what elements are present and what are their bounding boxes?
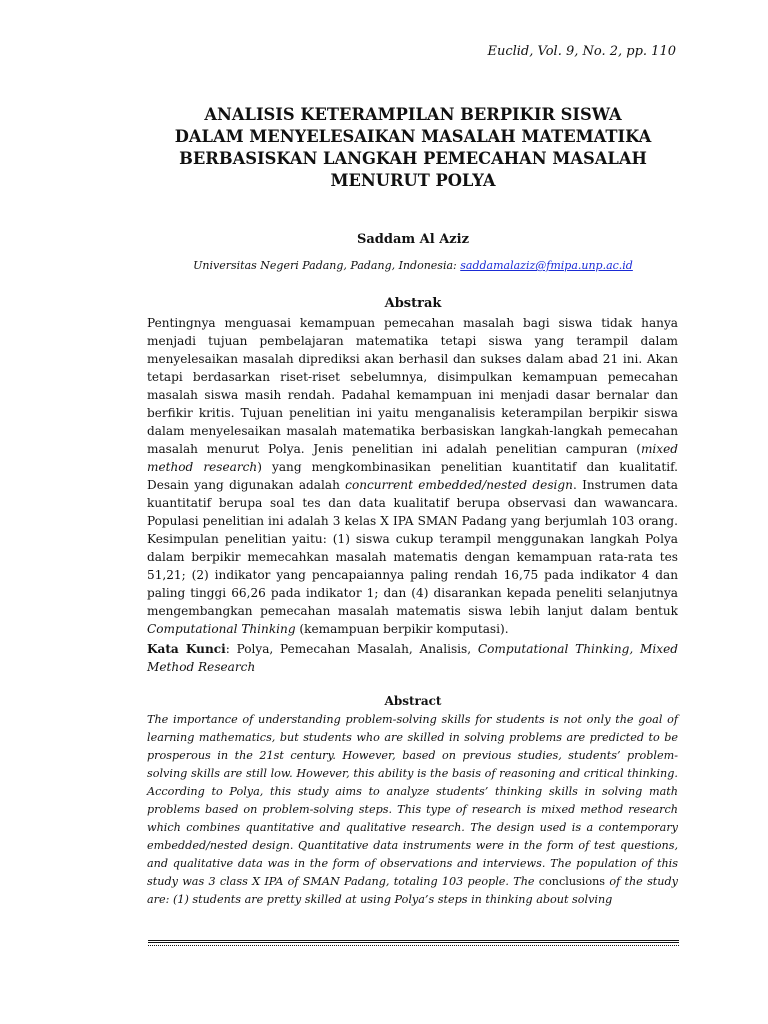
author-affiliation — [148, 259, 678, 272]
author-email-link[interactable]: saddamalaziz@fmipa.unp.ac.id — [460, 259, 633, 272]
abstrak-text-italic: concurrent embedded/nested design — [345, 478, 573, 492]
abstrak-text-part: Pentingnya menguasai kemampuan pemecahan masalah bagi siswa tidak hanya menjadi tujuan pembelajaran matematika tetapi siswa yang terampil dalam menyelesaikan masalah diprediksi akan berhasil dan sukses dalam abad 21 ini. Akan tetapi berdasarkan riset-riset sebelumnya, disimpulkan kemampuan pemecahan masalah siswa masih rendah. Padahal kemampuan ini menjadi dasar bernalar dan berfikir kritis. Tujuan penelitian ini yaitu menganalisis keterampilan berpikir siswa dalam menyelesaikan masalah matematika berbasiskan langkah-langkah pemecahan masalah menurut Polya. Jenis penelitian ini adalah penelitian campuran ( — [147, 316, 678, 456]
keywords-italic: Computational Thinking, Mixed Method Research — [147, 642, 678, 674]
affiliation-text: Universitas Negeri Padang, Padang, Indonesia: — [193, 259, 457, 272]
abstract-heading: Abstract — [384, 694, 442, 708]
abstract-text-part: of the study are: (1) students are pretty skilled at using Polya’s steps in thinking about solving — [147, 875, 678, 906]
abstrak-text-part: . Instrumen data kuantitatif berupa soal tes dan data kualitatif berupa observasi dan wawancara. Populasi penelitian ini adalah 3 kelas X IPA SMAN Padang yang berjumlah 103 orang. Kesimpulan penelitian yaitu: (1) siswa cukup terampil menggunakan langkah Polya dalam berpikir memecahkan masalah matematis dengan kemampuan rata-rata tes 51,21; (2) indikator yang pencapaiannya paling rendah 16,75 pada indikator 4 dan paling tinggi 66,26 pada indikator 1; dan (4) disarankan kepada peneliti selanjutnya mengembangkan pemecahan masalah matematis siswa lebih lanjut dalam bentuk — [147, 478, 679, 618]
footer-divider — [148, 940, 679, 946]
abstract-text-upright: conclusions — [538, 875, 606, 888]
keywords-label: Kata Kunci — [147, 642, 226, 656]
abstrak-text-italic: Computational Thinking — [147, 622, 296, 636]
title-line: ANALISIS KETERAMPILAN BERPIKIR SISWA — [204, 105, 622, 124]
paper-title — [148, 104, 678, 192]
keywords — [147, 640, 678, 676]
keywords-text: : Polya, Pemecahan Masalah, Analisis, — [225, 642, 478, 656]
abstrak-text — [147, 314, 678, 638]
abstract-text-part: The importance of understanding problem-solving skills for students is not only the goal of learning mathematics, but students who are skilled in solving problems are predicted to be prosperous in the 21st century. However, based on previous studies, students’ problem-solving skills are still low. However, this ability is the basis of reasoning and critical thinking. According to Polya, this study aims to analyze students’ thinking skills in solving math problems based on problem-solving steps. This type of research is mixed method research which combines quantitative and qualitative research. The design used is a contemporary embedded/nested design. Quantitative data instruments were in the form of test questions, and qualitative data was in the form of observations and interviews. The population of this study was 3 class X IPA of SMAN Padang, totaling 103 people. The — [147, 713, 678, 888]
title-line: BERBASISKAN LANGKAH PEMECAHAN MASALAH — [179, 149, 647, 168]
abstrak-text-part: ) yang mengkombinasikan penelitian kuantitatif dan kualitatif. Desain yang digunakan adalah — [147, 460, 678, 492]
title-line: DALAM MENYELESAIKAN MASALAH MATEMATIKA — [174, 127, 652, 146]
abstract-text — [147, 711, 678, 909]
abstrak-text-italic: mixed method research — [147, 442, 678, 474]
author-name: Saddam Al Aziz — [356, 232, 470, 247]
journal-reference: Euclid, Vol. 9, No. 2, pp. 110 — [487, 44, 676, 59]
abstrak-text-part: (kemampuan berpikir komputasi). — [295, 622, 509, 636]
title-line: MENURUT POLYA — [330, 171, 496, 190]
abstrak-heading: Abstrak — [384, 296, 442, 311]
